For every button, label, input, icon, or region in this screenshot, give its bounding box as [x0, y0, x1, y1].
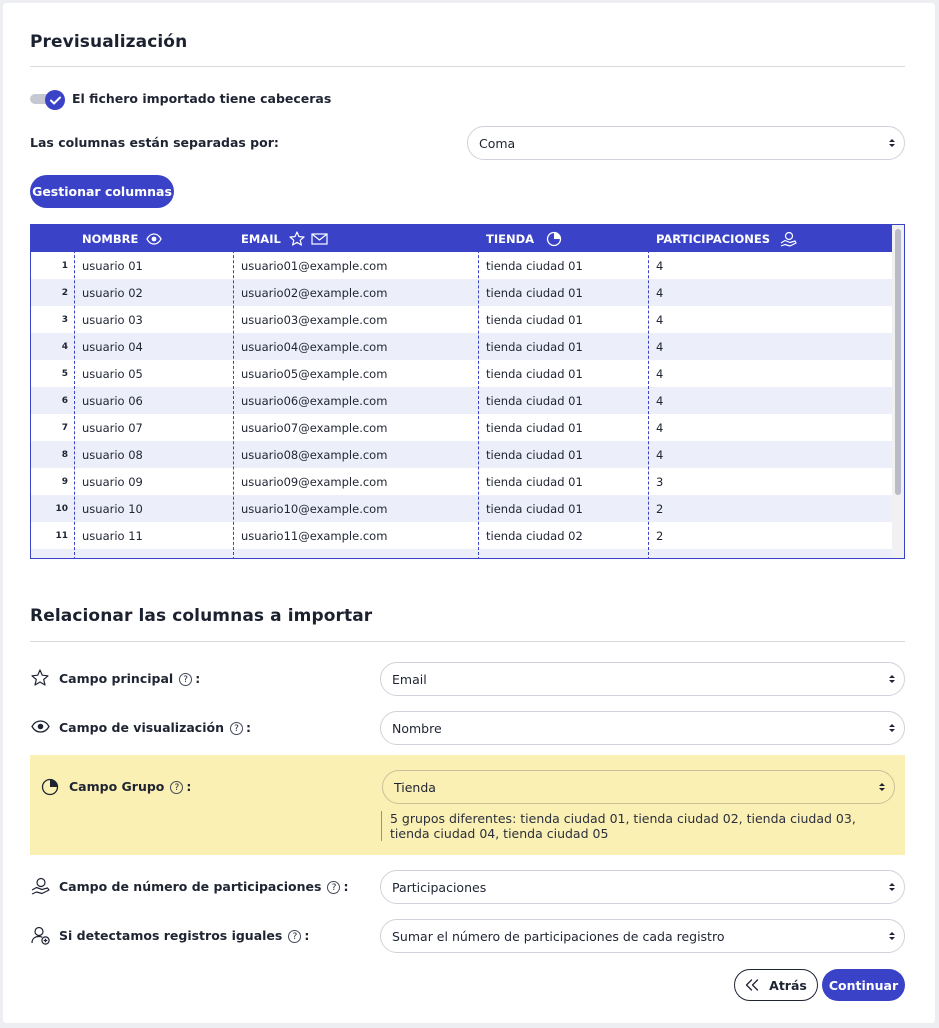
scrollbar-thumb[interactable]	[895, 229, 901, 495]
headers-toggle[interactable]	[30, 90, 70, 108]
select-value: Participaciones	[392, 879, 487, 895]
cell-tienda: tienda ciudad 02	[486, 528, 583, 543]
cell-participaciones: 4	[656, 420, 664, 435]
column-divider	[233, 225, 234, 559]
table-row	[31, 468, 893, 495]
table-row	[31, 252, 893, 279]
pie-chart-icon	[41, 778, 59, 796]
table-row	[31, 522, 893, 549]
table-row	[31, 495, 893, 522]
preview-divider	[30, 66, 905, 67]
cell-email: usuario11@example.com	[241, 528, 388, 543]
cell-email: usuario01@example.com	[241, 258, 388, 273]
separator-select[interactable]	[467, 126, 905, 160]
column-header-label: TIENDA	[486, 231, 535, 246]
cell-nombre: usuario 03	[82, 312, 143, 327]
help-icon[interactable]: ?	[179, 673, 192, 686]
cell-email: usuario05@example.com	[241, 366, 388, 381]
cell-tienda: tienda ciudad 01	[486, 420, 583, 435]
cell-nombre: usuario 04	[82, 339, 143, 354]
field-label-grupo: Campo Grupo ? :	[69, 779, 192, 794]
cell-nombre: usuario 02	[82, 285, 143, 300]
column-divider	[478, 225, 479, 559]
cell-nombre: usuario 10	[82, 501, 143, 516]
cell-tienda: tienda ciudad 01	[486, 447, 583, 462]
cell-participaciones: 4	[656, 447, 664, 462]
field-select-duplicados[interactable]	[380, 919, 905, 953]
cell-participaciones: 4	[656, 312, 664, 327]
table-row	[31, 387, 893, 414]
separator-label: Las columnas están separadas por:	[30, 135, 279, 150]
select-arrows-icon	[879, 782, 885, 792]
row-number: 7	[61, 422, 68, 433]
cell-participaciones: 4	[656, 366, 664, 381]
row-number: 1	[61, 260, 68, 271]
column-header-label: PARTICIPACIONES	[656, 231, 770, 246]
select-arrows-icon	[889, 138, 895, 148]
pie-chart-icon	[546, 231, 562, 247]
table-row	[31, 279, 893, 306]
headers-toggle-label: El fichero importado tiene cabeceras	[72, 91, 332, 106]
field-select-visualizacion[interactable]	[380, 711, 905, 745]
mapping-divider	[30, 641, 905, 642]
cell-tienda: tienda ciudad 01	[486, 366, 583, 381]
cell-email: usuario06@example.com	[241, 393, 388, 408]
cell-nombre: usuario 06	[82, 393, 143, 408]
cell-email: usuario08@example.com	[241, 447, 388, 462]
preview-table	[30, 224, 905, 559]
table-row-partial	[31, 549, 893, 559]
star-icon	[31, 669, 49, 686]
select-arrows-icon	[889, 674, 895, 684]
help-icon[interactable]: ?	[230, 722, 243, 735]
double-chevron-left-icon	[745, 979, 759, 991]
cell-nombre: usuario 08	[82, 447, 143, 462]
cell-participaciones: 4	[656, 339, 664, 354]
column-header-label: EMAIL	[241, 231, 281, 246]
table-header	[31, 225, 893, 252]
cell-tienda: tienda ciudad 01	[486, 339, 583, 354]
cell-tienda: tienda ciudad 01	[486, 285, 583, 300]
cell-email: usuario02@example.com	[241, 285, 388, 300]
select-arrows-icon	[889, 882, 895, 892]
mapping-title: Relacionar las columnas a importar	[30, 606, 373, 626]
table-row	[31, 306, 893, 333]
cell-participaciones: 2	[656, 528, 664, 543]
back-button[interactable]	[734, 969, 818, 1001]
row-number: 6	[61, 395, 68, 406]
hand-icon	[780, 231, 797, 247]
field-label-visualizacion: Campo de visualización ? :	[59, 720, 251, 735]
manage-columns-button[interactable]: Gestionar columnas	[30, 175, 174, 208]
cell-participaciones: 3	[656, 474, 664, 489]
eye-icon	[31, 720, 50, 733]
row-number: 9	[61, 476, 68, 487]
continue-button[interactable]: Continuar	[822, 969, 905, 1001]
help-icon[interactable]: ?	[170, 781, 183, 794]
check-icon	[45, 90, 65, 110]
column-header-tienda[interactable]	[478, 225, 648, 252]
cell-tienda: tienda ciudad 01	[486, 474, 583, 489]
eye-icon	[146, 233, 162, 245]
preview-title: Previsualización	[30, 32, 188, 52]
cell-tienda: tienda ciudad 01	[486, 501, 583, 516]
star-icon	[289, 231, 305, 246]
cell-email: usuario07@example.com	[241, 420, 388, 435]
row-number: 11	[55, 530, 68, 541]
table-row	[31, 414, 893, 441]
field-select-participaciones[interactable]	[380, 870, 905, 904]
cell-email: usuario03@example.com	[241, 312, 388, 327]
row-number: 2	[61, 287, 68, 298]
select-value: Nombre	[392, 720, 442, 736]
table-row	[31, 441, 893, 468]
field-select-grupo[interactable]	[382, 770, 895, 804]
cell-nombre: usuario 01	[82, 258, 143, 273]
cell-nombre: usuario 05	[82, 366, 143, 381]
hand-icon	[31, 877, 50, 895]
column-header-participaciones[interactable]	[648, 225, 893, 252]
help-icon[interactable]: ?	[288, 930, 301, 943]
separator-value: Coma	[479, 135, 516, 151]
column-header-email[interactable]	[233, 225, 478, 252]
select-value: Tienda	[394, 779, 436, 795]
field-label-principal: Campo principal ? :	[59, 671, 201, 686]
cell-tienda: tienda ciudad 01	[486, 258, 583, 273]
row-number: 10	[55, 503, 68, 514]
cell-participaciones: 4	[656, 393, 664, 408]
cell-participaciones: 2	[656, 501, 664, 516]
select-value: Email	[392, 671, 427, 687]
column-divider	[648, 225, 649, 559]
cell-tienda: tienda ciudad 01	[486, 393, 583, 408]
cell-participaciones: 4	[656, 285, 664, 300]
cell-tienda: tienda ciudad 01	[486, 312, 583, 327]
cell-email: usuario04@example.com	[241, 339, 388, 354]
back-label: Atrás	[769, 977, 807, 993]
cell-nombre: usuario 07	[82, 420, 143, 435]
help-icon[interactable]: ?	[327, 881, 340, 894]
column-header-label: NOMBRE	[82, 231, 139, 246]
table-row	[31, 360, 893, 387]
table-row	[31, 333, 893, 360]
field-select-principal[interactable]	[380, 662, 905, 696]
cell-nombre: usuario 09	[82, 474, 143, 489]
select-arrows-icon	[889, 723, 895, 733]
cell-nombre: usuario 11	[82, 528, 143, 543]
row-number: 4	[61, 341, 68, 352]
cell-participaciones: 4	[656, 258, 664, 273]
field-label-participaciones: Campo de número de participaciones ? :	[59, 879, 349, 894]
cell-email: usuario09@example.com	[241, 474, 388, 489]
group-hint: 5 grupos diferentes: tienda ciudad 01, tienda ciudad 02, tienda ciudad 03, tienda ciudad 04, tienda ciudad 05	[381, 811, 871, 841]
column-divider	[74, 225, 75, 559]
field-label-duplicados: Si detectamos registros iguales ? :	[59, 928, 310, 943]
table-scrollbar[interactable]	[892, 225, 904, 558]
column-header-nombre[interactable]	[74, 225, 233, 252]
select-arrows-icon	[889, 931, 895, 941]
cell-email: usuario10@example.com	[241, 501, 388, 516]
mail-icon	[311, 233, 328, 245]
row-number: 8	[61, 449, 68, 460]
user-plus-icon	[31, 926, 50, 945]
select-value: Sumar el número de participaciones de cada registro	[392, 928, 725, 944]
import-preview-card	[3, 3, 935, 1023]
row-number: 3	[61, 314, 68, 325]
row-number: 5	[61, 368, 68, 379]
